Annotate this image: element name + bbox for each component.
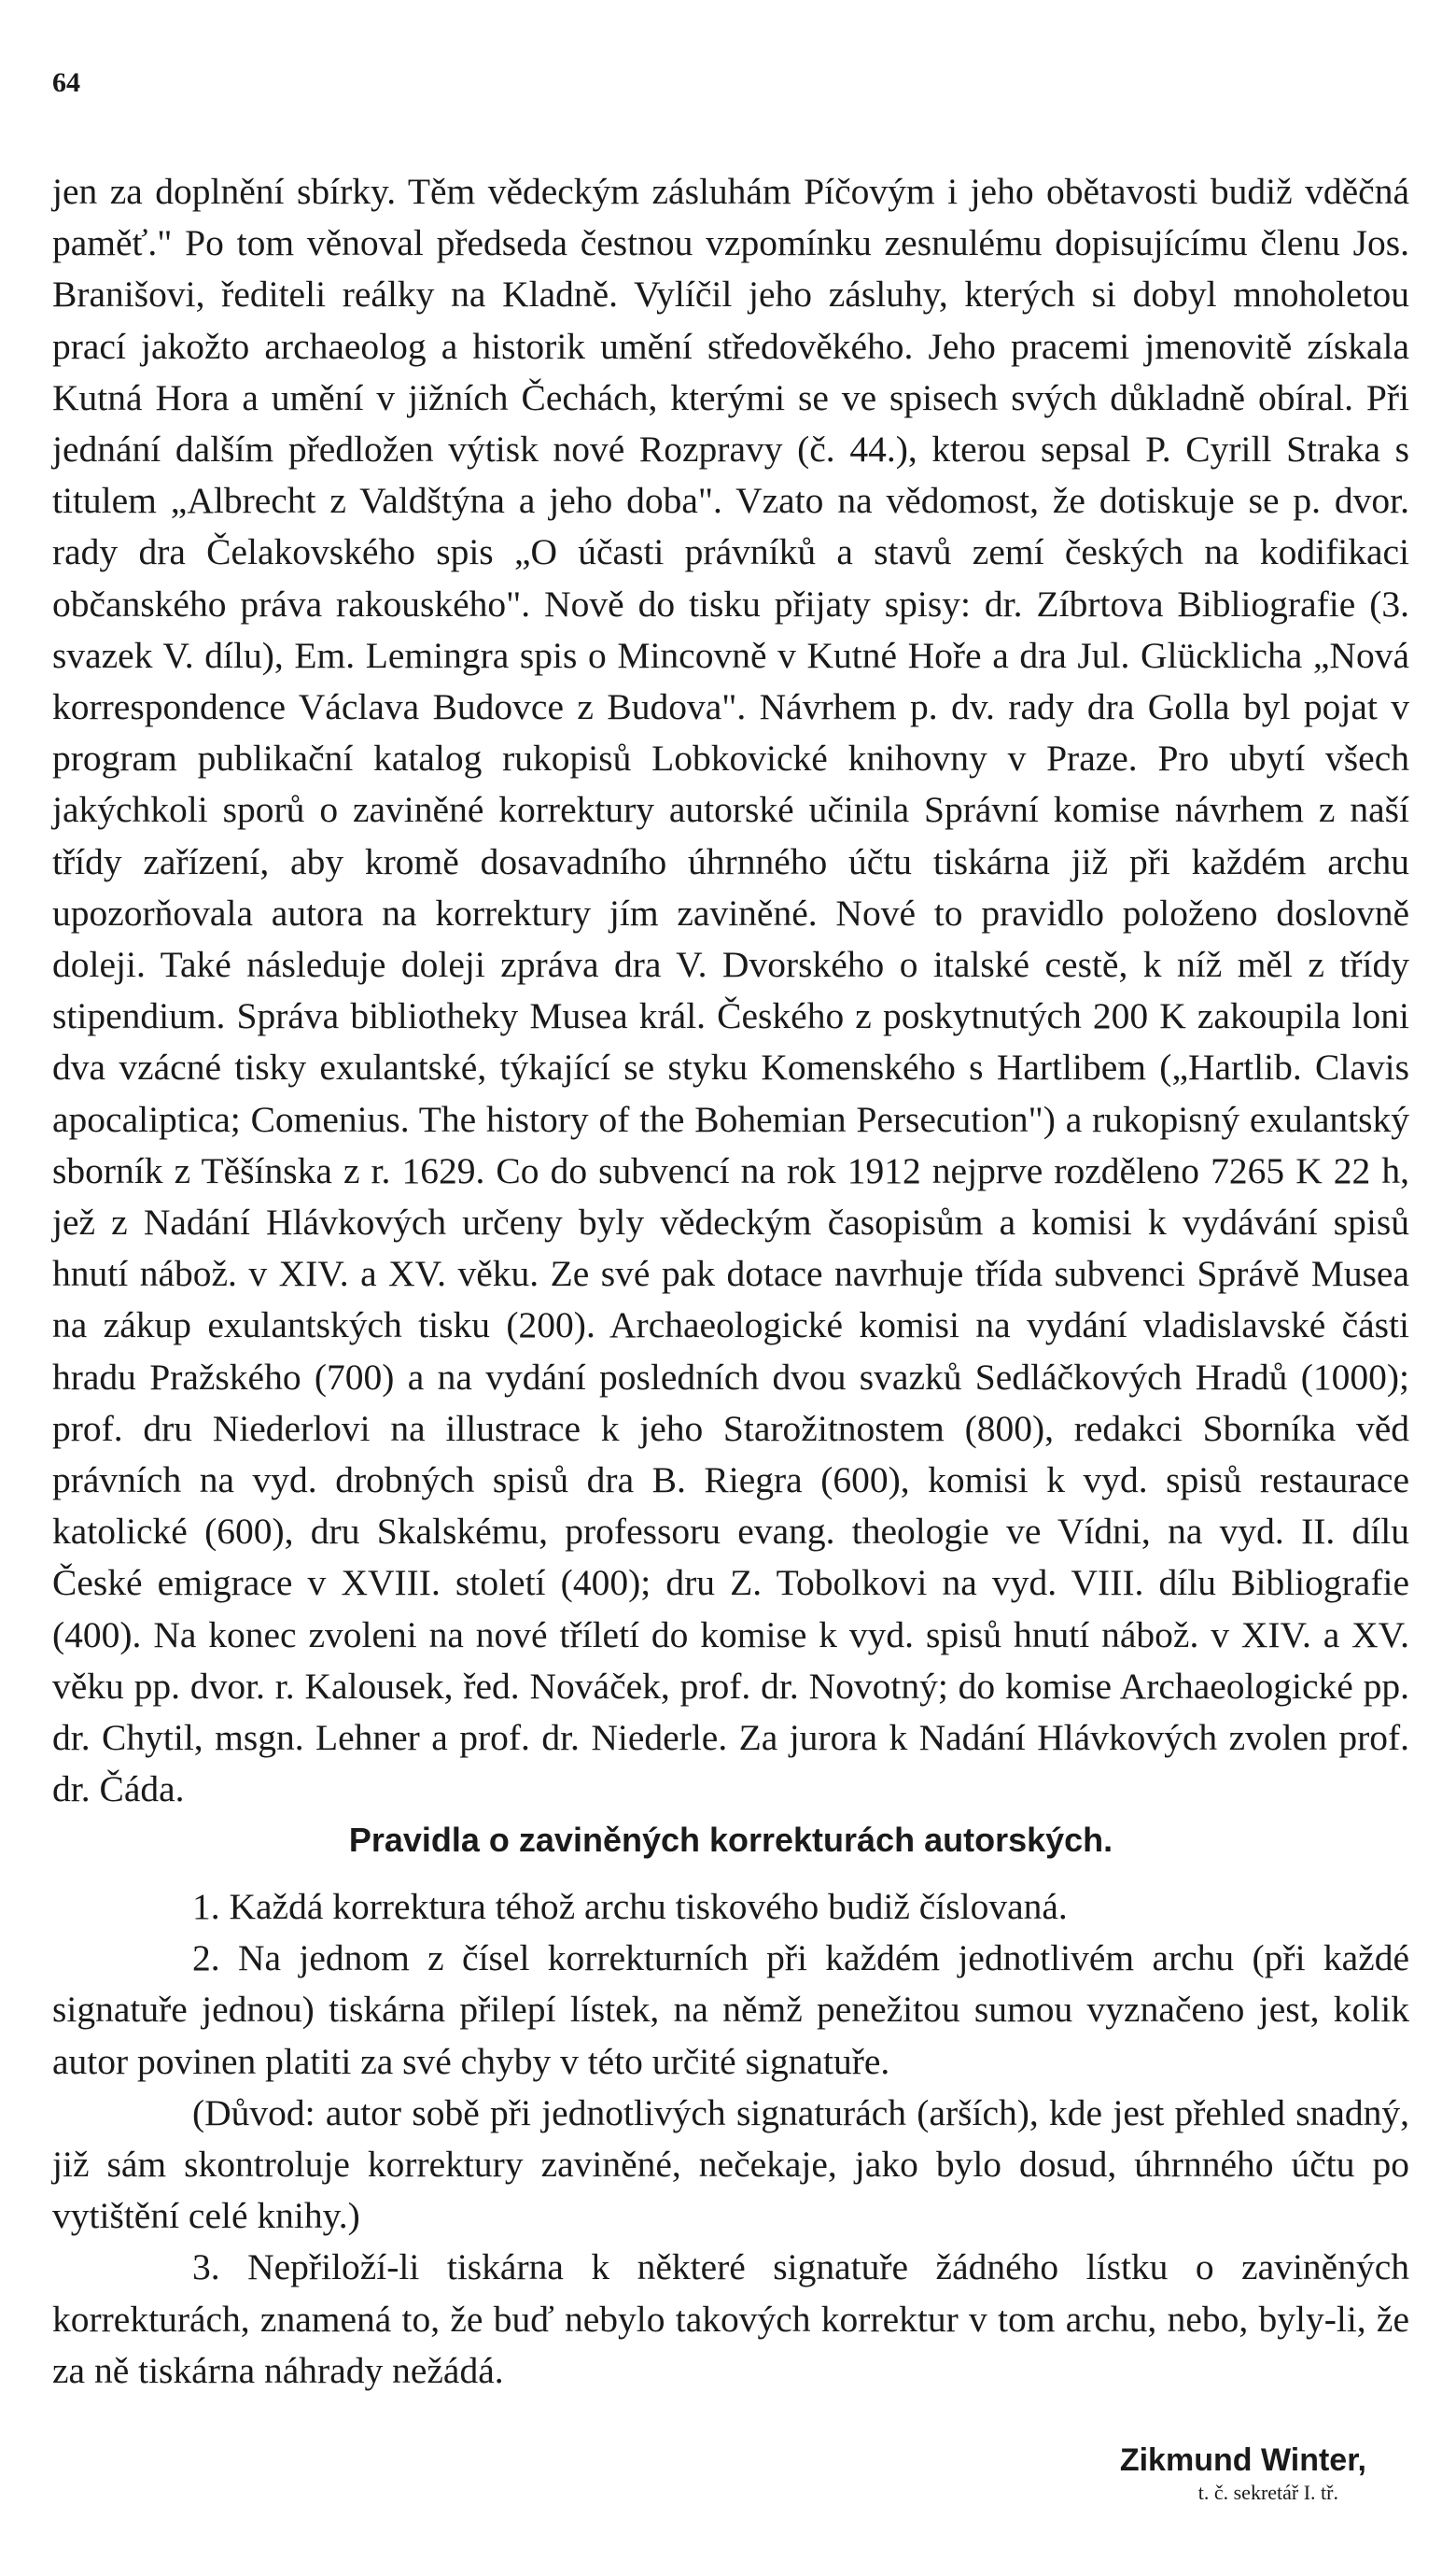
rules-list — [52, 1881, 1409, 2397]
rule-item-3: 3. Nepřiloží-li tiskárna k některé signatuře žádného lístku o zaviněných korrekturách, znamená to, že buď nebylo takových korrektur v tom archu, nebo, byly-li, že za ně tiskárna náhrady nežádá. — [52, 2246, 1409, 2391]
body-paragraph: jen za doplnění sbírky. Těm vědeckým zásluhám Píčovým i jeho obětavosti budiž vděčná paměť." Po tom věnoval předseda čestnou vzpomínku zesnulému dopisujícímu členu Jos. Branišovi, řediteli reálky na Kladně. Vylíčil jeho zásluhy, kterých si dobyl mnoholetou prací jakožto archaeolog a historik umění středověkého. Jeho pracemi jmenovitě získala Kutná Hora a umění v jižních Čechách, kterými se ve spisech svých důkladně obíral. Při jednání dalším předložen výtisk nové Rozpravy (č. 44.), kterou sepsal P. Cyrill Straka s titulem „Albrecht z Valdštýna a jeho doba". Vzato na vědomost, že dotiskuje se p. dvor. rady dra Čelakovského spis „O účasti právníků a stavů zemí českých na kodifikaci občanského práva rakouského". Nově do tisku přijaty spisy: dr. Zíbrtova Bibliografie (3. svazek V. dílu), Em. Lemingra spis o Mincovně v Kutné Hoře a dra Jul. Glücklicha „Nová korrespondence Václava Budovce z Budova". Návrhem p. dv. rady dra Golla byl pojat v program publikační katalog rukopisů Lobkovické knihovny v Praze. Pro ubytí všech jakýchkoli sporů o zaviněné korrektury autorské učinila Správní komise návrhem z naší třídy zařízení, aby kromě dosavadního úhrnného účtu tiskárna již při každém archu upozorňovala autora na korrektury jím zaviněné. Nové to pravidlo položeno doslovně doleji. Také následuje doleji zpráva dra V. Dvorského o italské cestě, k níž měl z třídy stipendium. Správa bibliotheky Musea král. Českého z poskytnutých 200 K zakoupila loni dva vzácné tisky exulantské, týkající se styku Komenského s Hartlibem („Hartlib. Clavis apocaliptica; Comenius. The history of the Bohemian Persecution") a rukopisný exulantský sborník z Těšínska z r. 1629. Co do subvencí na rok 1912 nejprve rozděleno 7265 K 22 h, jež z Nadání Hlávkových určeny byly vědeckým časopisům a komisi k vydávání spisů hnutí nábož. v XIV. a XV. věku. Ze své pak dotace navrhuje třída subvenci Správě Musea na zákup exulantských tisku (200). Archaeologické komisi na vydání vladislavské části hradu Pražského (700) a na vydání posledních dvou svazků Sedláčkových Hradů (1000); prof. dru Niederlovi na illustrace k jeho Starožitnostem (800), redakci Sborníka věd právních na vyd. drobných spisů dra B. Riegra (600), komisi k vyd. spisů restaurace katolické (600), dru Skalskému, professoru evang. theologie ve Vídni, na vyd. II. dílu České emigrace v XVIII. století (400); dru Z. Tobolkovi na vyd. VIII. dílu Bibliografie (400). Na konec zvoleni na nové tříletí do komise k vyd. spisů hnutí nábož. v XIV. a XV. věku pp. dvor. r. Kalousek, řed. Nováček, prof. dr. Novotný; do komise Archaeologické pp. dr. Chytil, msgn. Lehner a prof. dr. Niederle. Za jurora k Nadání Hlávkových zvolen prof. dr. Čáda. — [52, 171, 1409, 1810]
page-number: 64 — [52, 67, 80, 98]
signature-name: Zikmund Winter, — [1119, 2442, 1366, 2478]
signature-block — [1120, 2440, 1366, 2505]
rule-item-1: 1. Každá korrektura téhož archu tiskového budiž číslovaná. — [192, 1886, 1068, 1927]
rule-item-2: 2. Na jednom z čísel korrekturních při každém jednotlivém archu (při každé signatuře jednou) tiskárna přilepí lístek, na němž penežitou sumou vyznačeno jest, kolik autor povinen platiti za své chyby v této určité signatuře. — [52, 1937, 1409, 2082]
rules-heading: Pravidla o zaviněných korrekturách autorských. — [348, 1821, 1113, 1859]
signature-title: t. č. sekretář I. tř. — [1197, 2481, 1338, 2504]
rule-rationale: (Důvod: autor sobě při jednotlivých signaturách (arších), kde jest přehled snadný, již sám skontroluje korrektury zaviněné, nečekaje, jako bylo dosud, úhrnného účtu po vytištění celé knihy.) — [52, 2091, 1409, 2237]
